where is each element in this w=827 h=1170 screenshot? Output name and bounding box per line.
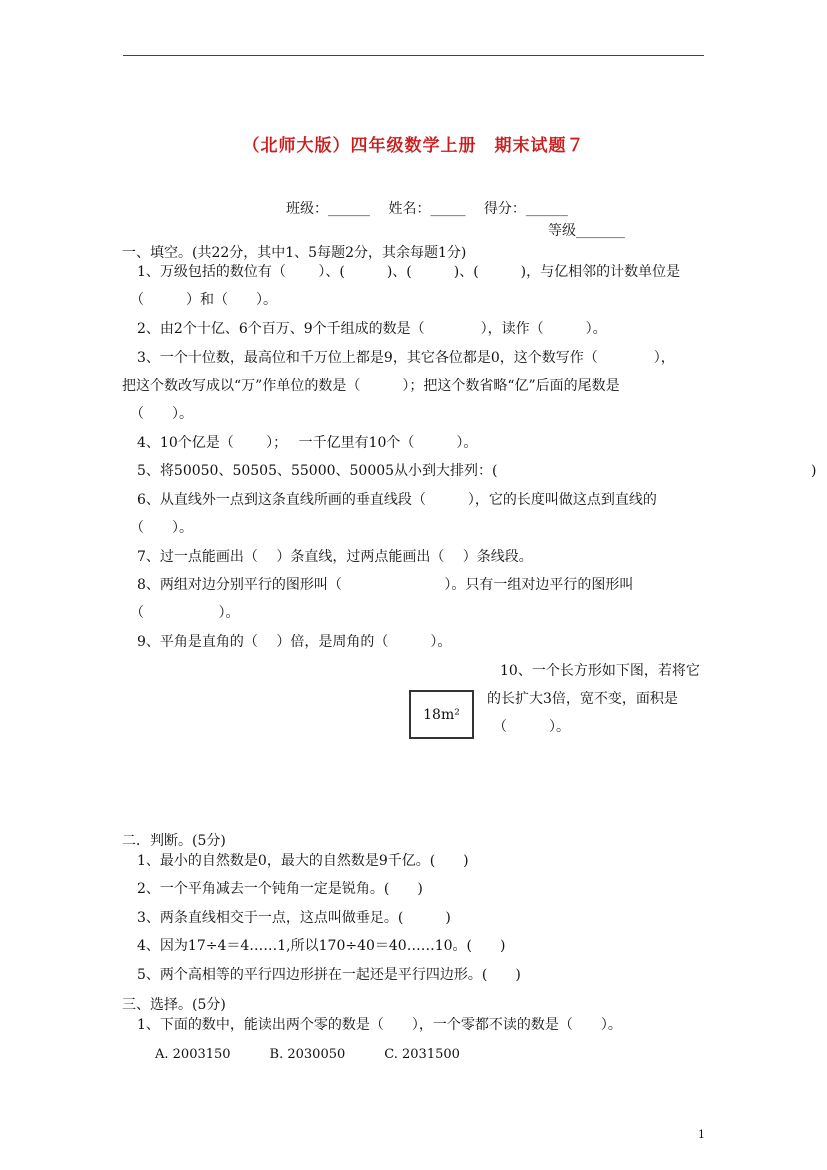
- section1-heading: 一、填空。(共22分，其中1、5每题2分，其余每题1分): [122, 245, 467, 261]
- choice-options: A. 2003150 B. 2030050 C. 2031500: [155, 1047, 460, 1062]
- question-line: （ ）。: [130, 406, 193, 422]
- question-line: 7、过一点能画出（ ）条直线，过两点能画出（ ）条线段。: [137, 549, 533, 565]
- question-line: （ ）。: [130, 520, 193, 536]
- judgment-line: 4、因为17÷4＝4……1,所以170÷40＝40……10。( ): [137, 938, 506, 954]
- question-line: 5、将50050、50505、55000、50005从小到大排列：(: [137, 463, 498, 479]
- info-line-grade: 等级_______: [548, 223, 625, 239]
- question-line: 10、一个长方形如下图，若将它: [500, 663, 700, 679]
- question-line: 9、平角是直角的（ ）倍，是周角的（ ）。: [137, 634, 452, 650]
- question-line: 3、一个十位数，最高位和千万位上都是9，其它各位都是0，这个数写作（ ），: [137, 350, 675, 366]
- question-line: （ ）。: [493, 719, 570, 735]
- judgment-line: 5、两个高相等的平行四边形拼在一起还是平行四边形。( ): [137, 967, 521, 983]
- header-rule: [123, 55, 704, 56]
- question-line: 把这个数改写成以“万”作单位的数是（ ）；把这个数省略“亿”后面的尾数是: [122, 378, 620, 394]
- question-line: 2、由2个十亿、6个百万、9个千组成的数是（ ），读作（ ）。: [137, 321, 607, 337]
- judgment-line: 3、两条直线相交于一点，这点叫做垂足。( ): [137, 910, 451, 926]
- section3-heading: 三、选择。(5分): [122, 997, 226, 1013]
- question-line: 8、两组对边分别平行的图形叫（ ）。只有一组对边平行的图形叫: [137, 577, 634, 593]
- question-line: （ ）。: [130, 605, 240, 621]
- question-line: 的长扩大3倍，宽不变，面积是: [487, 691, 678, 707]
- question-line: 6、从直线外一点到这条直线所画的垂直线段（ ），它的长度叫做这点到直线的: [137, 492, 657, 508]
- judgment-line: 1、最小的自然数是0，最大的自然数是9千亿。( ): [137, 853, 469, 869]
- question-line: （ ）和（ ）。: [130, 292, 277, 308]
- rectangle-figure: [409, 690, 474, 739]
- page-number: 1: [698, 1128, 705, 1141]
- question-bracket-close: ): [811, 463, 817, 479]
- info-line-class-name-score: 班级：______ 姓名：_____ 得分：______: [286, 201, 568, 217]
- question-line: 4、10个亿是（ ）； 一千亿里有10个（ ）。: [137, 435, 478, 451]
- section2-heading: 二．判断。(5分): [122, 833, 226, 849]
- page-title: （北师大版）四年级数学上册 期末试题７: [242, 136, 585, 156]
- judgment-line: 2、一个平角减去一个钝角一定是锐角。( ): [137, 881, 423, 897]
- rectangle-area-label: 18m²: [423, 706, 460, 723]
- choice-question: 1、下面的数中，能读出两个零的数是（ ），一个零都不读的数是（ ）。: [137, 1017, 622, 1033]
- question-line: 1、万级包括的数位有（ ）、( )、( )、( )，与亿相邻的计数单位是: [137, 264, 681, 280]
